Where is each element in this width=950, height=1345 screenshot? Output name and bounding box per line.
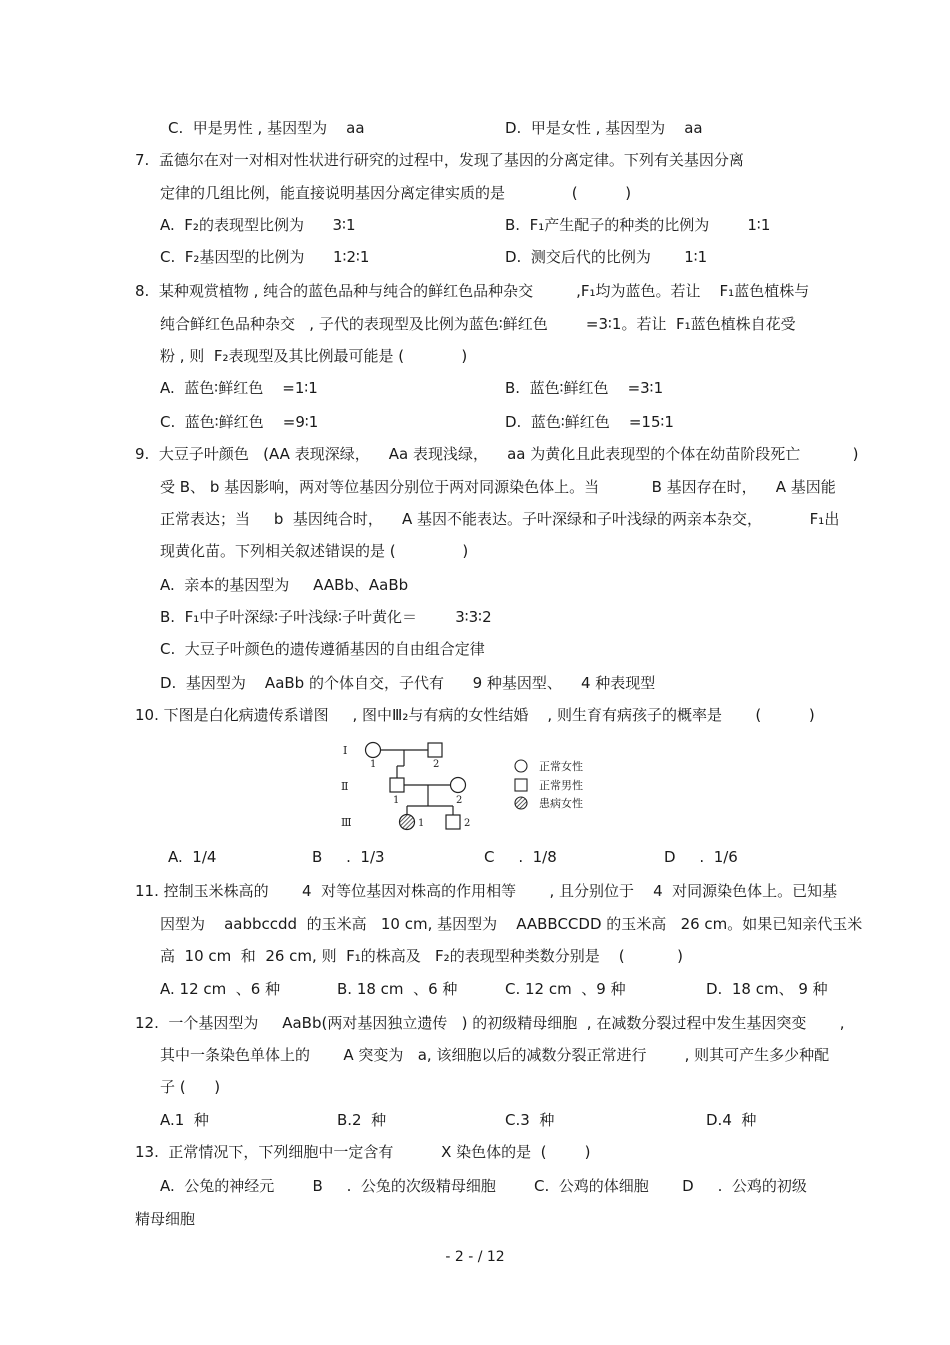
legend-female-label: 正常女性 [539, 760, 583, 773]
q6-option-d: D. 甲是女性 , 基因型为 aa [505, 119, 703, 137]
q12-option-b: B.2 种 [337, 1111, 387, 1129]
III1-number: 1 [418, 818, 425, 829]
q7-option-d: D. 测交后代的比例为 1∶1 [505, 248, 708, 266]
legend-female-symbol [515, 760, 527, 772]
q9-stem-line4: 现黄化苗。下列相关叙述错误的是 ( ) [160, 542, 469, 560]
legend-affected-label: 患病女性 [539, 797, 583, 810]
III2-number: 2 [464, 818, 471, 829]
generation-3-label: Ⅲ [341, 816, 352, 829]
q12-stem-line1: 12. 一个基因型为 AaBb(两对基因独立遗传 ) 的初级精母细胞 , 在减数分裂过程中发生基因突变 , [135, 1014, 845, 1032]
q12-option-c: C.3 种 [505, 1111, 555, 1129]
q7-stem-line2: 定律的几组比例，能直接说明基因分离定律实质的是 ( ) [160, 184, 632, 202]
male-II1 [390, 778, 404, 792]
generation-2-label: Ⅱ [341, 780, 349, 793]
I1-number: 1 [370, 759, 377, 770]
q8-option-a: A. 蓝色∶鲜红色 =1∶1 [160, 379, 318, 397]
q11-stem-line1: 11. 控制玉米株高的 4 对等位基因对株高的作用相等 , 且分别位于 4 对同源染色体上。已知基 [135, 882, 838, 900]
generation-1-label: Ⅰ [343, 744, 348, 757]
q9-option-b: B. F₁中子叶深绿∶子叶浅绿∶子叶黄化＝ 3∶3∶2 [160, 608, 492, 626]
q10-option-d: D . 1/6 [664, 848, 738, 866]
pedigree-diagram [335, 738, 615, 838]
q13-options-line2: 精母细胞 [135, 1210, 196, 1228]
q7-option-c: C. F₂基因型的比例为 1∶2∶1 [160, 248, 370, 266]
q7-option-a: A. F₂的表现型比例为 3∶1 [160, 216, 356, 234]
legend-male-symbol [515, 779, 527, 791]
q11-stem-line3: 高 10 cm 和 26 cm, 则 F₁的株高及 F₂的表现型种类数分别是 ( ) [160, 947, 683, 965]
q10-option-b: B . 1/3 [312, 848, 385, 866]
q7-option-b: B. F₁产生配子的种类的比例为 1∶1 [505, 216, 771, 234]
q8-stem-line3: 粉 , 则 F₂表现型及其比例最可能是 ( ) [160, 347, 468, 365]
q10-option-c: C . 1/8 [484, 848, 557, 866]
q9-stem-line1: 9. 大豆子叶颜色 (AA 表现深绿， Aa 表现浅绿， aa 为黄化且此表现型的个体在幼苗阶段死亡 ) [135, 445, 859, 463]
legend-male-label: 正常男性 [539, 779, 583, 792]
q9-stem-line3: 正常表达；当 b 基因纯合时， A 基因不能表达。子叶深绿和子叶浅绿的两亲本杂交， F₁出 [160, 510, 840, 528]
q8-stem-line1: 8. 某种观赏植物 , 纯合的蓝色品种与纯合的鲜红色品种杂交 ,F₁均为蓝色。若让 F₁蓝色植株与 [135, 282, 810, 300]
affected-female-III1 [400, 815, 415, 830]
female-I1 [366, 743, 381, 758]
q6-option-c: C. 甲是男性 , 基因型为 aa [168, 119, 365, 137]
female-II2 [451, 778, 466, 793]
II1-number: 1 [393, 795, 400, 806]
male-I2 [428, 743, 442, 757]
q8-option-b: B. 蓝色∶鲜红色 =3∶1 [505, 379, 664, 397]
q13-stem: 13. 正常情况下，下列细胞中一定含有 X 染色体的是 ( ) [135, 1143, 591, 1161]
q10-stem: 10. 下图是白化病遗传系谱图 , 图中Ⅲ₂与有病的女性结婚 , 则生育有病孩子的概率是 ( ) [135, 706, 815, 724]
q13-options-line1: A. 公兔的神经元 B . 公兔的次级精母细胞 C. 公鸡的体细胞 D . 公鸡的初级 [160, 1177, 807, 1195]
q12-stem-line2: 其中一条染色单体上的 A 突变为 a, 该细胞以后的减数分裂正常进行 , 则其可产生多少种配 [160, 1046, 830, 1064]
q11-option-d: D. 18 cm、 9 种 [706, 980, 828, 998]
q8-option-d: D. 蓝色∶鲜红色 =15∶1 [505, 413, 674, 431]
q9-option-a: A. 亲本的基因型为 AABb、AaBb [160, 576, 409, 594]
q11-option-b: B. 18 cm 、6 种 [337, 980, 458, 998]
II2-number: 2 [456, 795, 463, 806]
q9-option-c: C. 大豆子叶颜色的遗传遵循基因的自由组合定律 [160, 640, 485, 658]
legend-affected-symbol [515, 797, 527, 809]
q9-option-d: D. 基因型为 AaBb 的个体自交，子代有 9 种基因型、 4 种表现型 [160, 674, 656, 692]
I2-number: 2 [433, 759, 440, 770]
q9-stem-line2: 受 B、 b 基因影响，两对等位基因分别位于两对同源染色体上。当 B 基因存在时， A 基因能 [160, 478, 836, 496]
q11-option-a: A. 12 cm 、6 种 [160, 980, 281, 998]
page-number: - 2 - / 12 [445, 1249, 505, 1265]
q8-stem-line2: 纯合鲜红色品种杂交 , 子代的表现型及比例为蓝色∶鲜红色 =3∶1。若让 F₁蓝色植株自花受 [160, 315, 796, 333]
q12-stem-line3: 子 ( ) [160, 1078, 221, 1096]
q11-stem-line2: 因型为 aabbccdd 的玉米高 10 cm, 基因型为 AABBCCDD 的玉米高 26 cm。如果已知亲代玉米 [160, 915, 863, 933]
q12-option-a: A.1 种 [160, 1111, 209, 1129]
q7-stem-line1: 7. 孟德尔在对一对相对性状进行研究的过程中，发现了基因的分离定律。下列有关基因分离 [135, 151, 744, 169]
q8-option-c: C. 蓝色∶鲜红色 =9∶1 [160, 413, 319, 431]
q12-option-d: D.4 种 [706, 1111, 757, 1129]
male-III2 [446, 815, 460, 829]
q11-option-c: C. 12 cm 、9 种 [505, 980, 626, 998]
q10-option-a: A. 1/4 [168, 848, 217, 866]
